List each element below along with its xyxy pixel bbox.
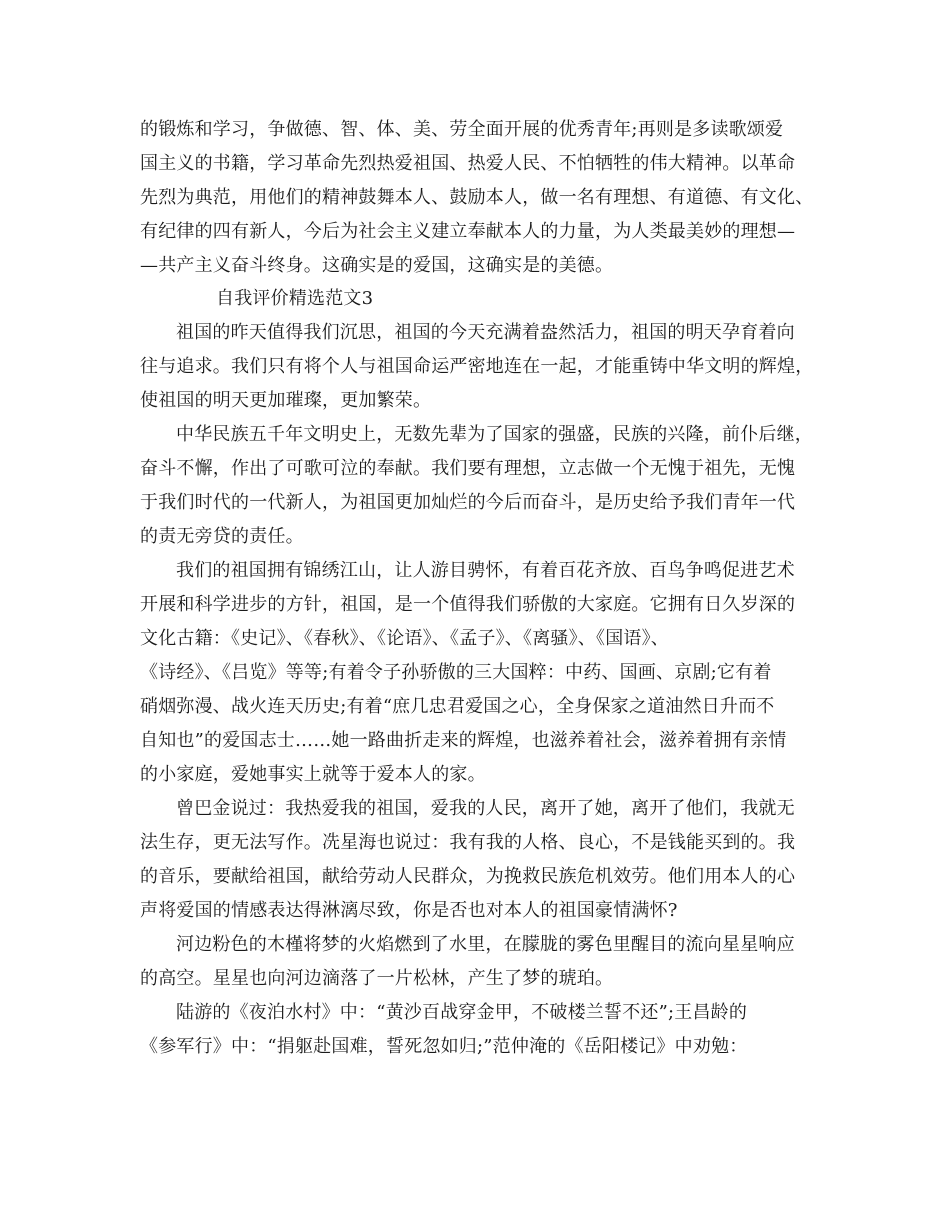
text-line: 往与追求。我们只有将个人与祖国命运严密地连在一起，才能重铸中华文明的辉煌， bbox=[140, 356, 814, 377]
text-line: 的音乐，要献给祖国，献给劳动人民群众，为挽救民族危机效劳。他们用本人的心 bbox=[140, 866, 796, 887]
text-line: 自知也”的爱国志士……她一路曲折走来的辉煌，也滋养着社会，滋养着拥有亲情 bbox=[140, 730, 787, 751]
text-line: 祖国的昨天值得我们沉思，祖国的今天充满着盎然活力，祖国的明天孕育着向 bbox=[176, 322, 795, 343]
text-line: 硝烟弥漫、战火连天历史;有着“庶几忠君爱国之心，全身保家之道油然日升而不 bbox=[140, 696, 775, 717]
text-line: 的小家庭，爱她事实上就等于爱本人的家。 bbox=[140, 764, 486, 785]
text-line: 文化古籍：《史记》、《春秋》、《论语》、《孟子》、《离骚》、《国语》、 bbox=[140, 628, 669, 649]
text-line: 陆游的《夜泊水村》中：“黄沙百战穿金甲，不破楼兰誓不还”;王昌龄的 bbox=[176, 1002, 748, 1023]
text-line: 奋斗不懈，作出了可歌可泣的奉献。我们要有理想，立志做一个无愧于祖先，无愧 bbox=[140, 458, 796, 479]
text-line: 使祖国的明天更加璀璨，更加繁荣。 bbox=[140, 390, 432, 411]
text-line: 中华民族五千年文明史上，无数先辈为了国家的强盛，民族的兴隆，前仆后继， bbox=[176, 424, 813, 445]
text-line: 于我们时代的一代新人，为祖国更加灿烂的今后而奋斗，是历史给予我们青年一代 bbox=[140, 492, 796, 513]
text-line: 的锻炼和学习，争做德、智、体、美、劳全面开展的优秀青年;再则是多读歌颂爱 bbox=[140, 119, 784, 140]
text-line: 先烈为典范，用他们的精神鼓舞本人、鼓励本人，做一名有理想、有道德、有文化、 bbox=[140, 187, 814, 208]
text-line: 开展和科学进步的方针，祖国，是一个值得我们骄傲的大家庭。它拥有日久岁深的 bbox=[140, 594, 796, 615]
text-line: —共产主义奋斗终身。这确实是的爱国，这确实是的美德。 bbox=[140, 255, 614, 276]
section-heading: 自我评价精选范文3 bbox=[216, 288, 374, 309]
text-line: 国主义的书籍，学习革命先烈热爱祖国、热爱人民、不怕牺牲的伟大精神。以革命 bbox=[140, 153, 796, 174]
text-line: 曾巴金说过：我热爱我的祖国，爱我的人民，离开了她，离开了他们，我就无 bbox=[176, 798, 795, 819]
text-line: 法生存，更无法写作。冼星海也说过：我有我的人格、良心，不是钱能买到的。我 bbox=[140, 832, 796, 853]
text-line: 河边粉色的木槿将梦的火焰燃到了水里，在朦胧的雾色里醒目的流向星星响应 bbox=[176, 934, 795, 955]
text-line: 的责无旁贷的责任。 bbox=[140, 526, 304, 547]
text-line: 声将爱国的情感表达得淋漓尽致，你是否也对本人的祖国豪情满怀? bbox=[140, 900, 678, 921]
text-line: 《诗经》、《吕览》等等;有着令子孙骄傲的三大国粹：中药、国画、京剧;它有着 bbox=[140, 662, 772, 683]
text-line: 有纪律的四有新人，今后为社会主义建立奉献本人的力量，为人类最美妙的理想— bbox=[140, 221, 796, 242]
text-line: 我们的祖国拥有锦绣江山，让人游目骋怀，有着百花齐放、百鸟争鸣促进艺术 bbox=[176, 560, 795, 581]
text-line: 的高空。星星也向河边滴落了一片松林，产生了梦的琥珀。 bbox=[140, 968, 614, 989]
text-line: 《参军行》中：“捐躯赴国难，誓死忽如归;”范仲淹的《岳阳楼记》中劝勉： bbox=[140, 1036, 748, 1057]
